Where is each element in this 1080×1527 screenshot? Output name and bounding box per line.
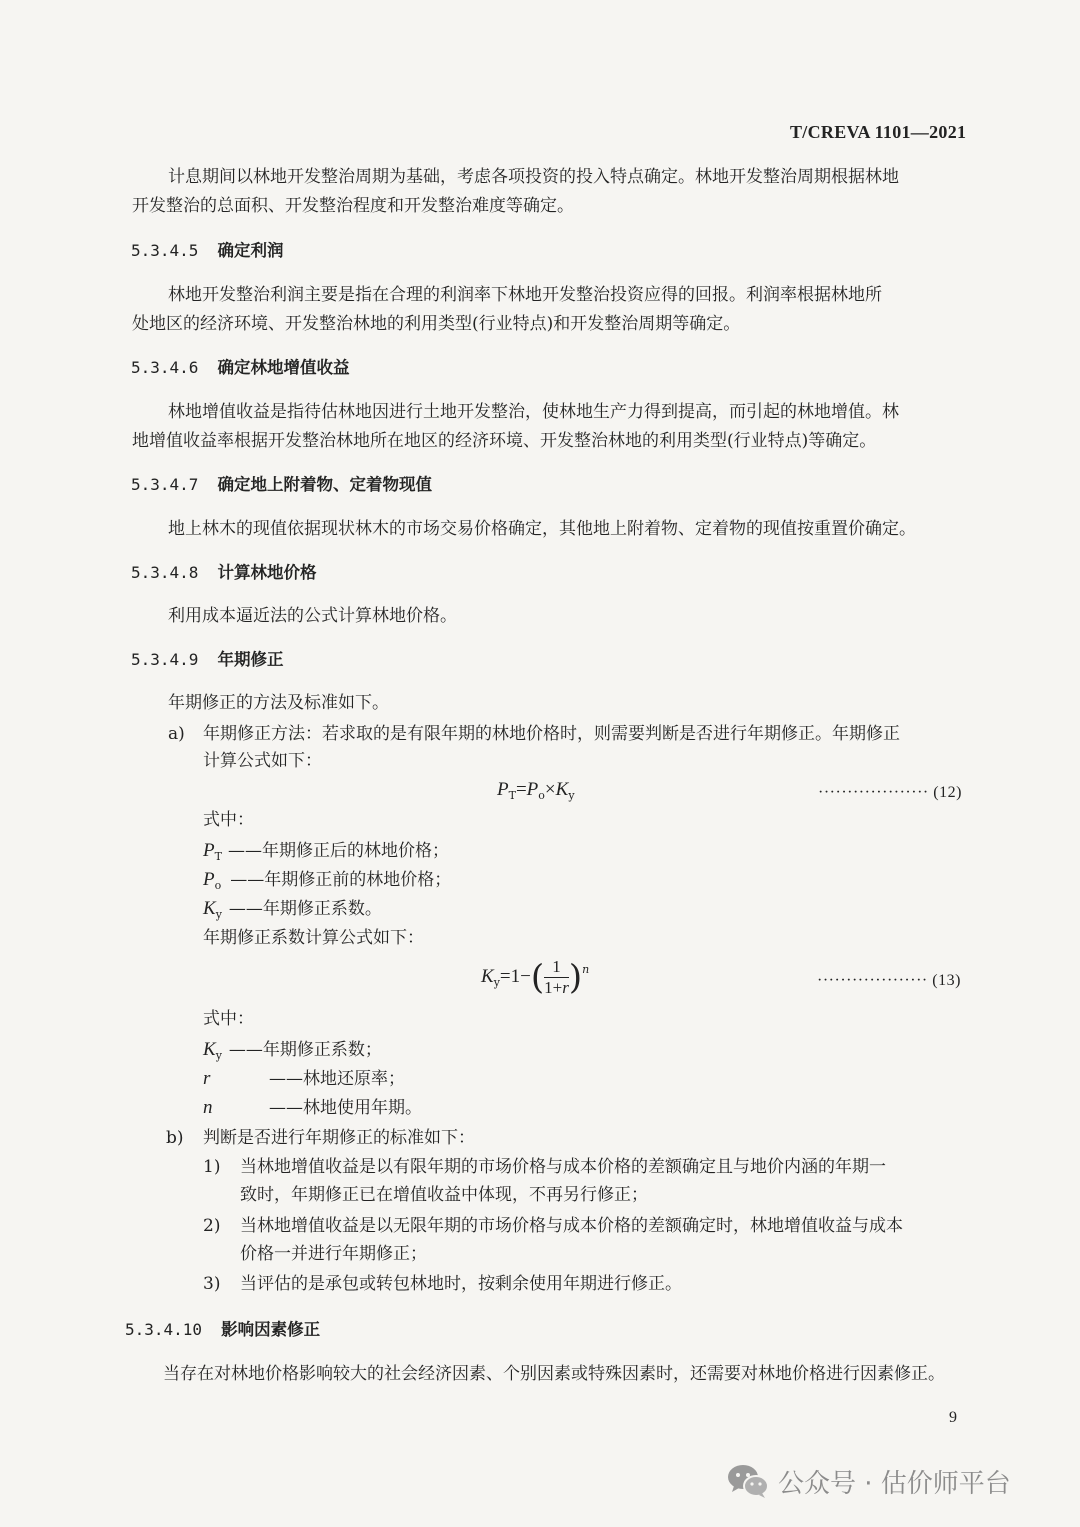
list-marker: 1) xyxy=(203,1157,221,1177)
list-item-line: 致时，年期修正已在增值收益中体现，不再另行修正； xyxy=(240,1185,648,1205)
definition-row: n ——林地使用年期。 xyxy=(203,1097,422,1118)
section-number: 5.3.4.7 xyxy=(131,475,199,494)
definition-row: $K_y$ ——年期修正系数； xyxy=(203,1039,382,1062)
paragraph-line: 利用成本逼近法的公式计算林地价格。 xyxy=(168,606,457,626)
section-heading xyxy=(131,237,284,261)
section-heading xyxy=(131,471,432,495)
section-number: 5.3.4.10 xyxy=(125,1320,203,1339)
section-title: 影响因素修正 xyxy=(221,1320,321,1339)
watermark xyxy=(726,1462,1011,1500)
paragraph-line: 地上林木的现值依据现状林木的市场交易价格确定，其他地上附着物、定着物的现值按重置价确定。 xyxy=(168,519,916,539)
where-label: 式中： xyxy=(203,810,254,830)
list-marker: a) xyxy=(168,724,185,744)
section-title: 确定利润 xyxy=(217,241,284,260)
section-number: 5.3.4.5 xyxy=(131,241,199,260)
list-marker: b) xyxy=(166,1128,184,1148)
paragraph-line: 年期修正系数计算公式如下： xyxy=(203,928,424,948)
paragraph-line: 当存在对林地价格影响较大的社会经济因素、个别因素或特殊因素时，还需要对林地价格进行因素修正。 xyxy=(163,1364,945,1384)
section-heading xyxy=(131,559,317,583)
paragraph-line: 年期修正的方法及标准如下。 xyxy=(168,693,389,713)
list-item-line: 当林地增值收益是以无限年期的市场价格与成本价格的差额确定时，林地增值收益与成本 xyxy=(240,1216,903,1236)
definition-row: r ——林地还原率； xyxy=(203,1068,405,1089)
section-title: 年期修正 xyxy=(217,650,284,669)
formula-12: $P_T=P_o\times K_y$ xyxy=(497,779,575,802)
paragraph-line: 计息期间以林地开发整治周期为基础，考虑各项投资的投入特点确定。林地开发整治周期根据林地 xyxy=(168,167,899,187)
paragraph-line: 林地开发整治利润主要是指在合理的利润率下林地开发整治投资应得的回报。利润率根据林地所 xyxy=(168,285,882,305)
wechat-icon xyxy=(726,1462,770,1500)
list-item-line: 价格一并进行年期修正； xyxy=(240,1244,427,1264)
list-item-line: 判断是否进行年期修正的标准如下： xyxy=(203,1128,475,1148)
list-marker: 2) xyxy=(203,1216,221,1236)
definition-row: $P_T$ ——年期修正后的林地价格； xyxy=(203,840,449,863)
watermark-text: 公众号 · 估价师平台 xyxy=(778,1468,1011,1499)
list-item-line: 当评估的是承包或转包林地时，按剩余使用年期进行修正。 xyxy=(240,1274,682,1294)
paragraph-line: 处地区的经济环境、开发整治林地的利用类型(行业特点)和开发整治周期等确定。 xyxy=(132,314,741,334)
paragraph-line: 林地增值收益是指待估林地因进行土地开发整治，使林地生产力得到提高，而引起的林地增值。林 xyxy=(168,402,899,422)
definition-row: $K_y$ ——年期修正系数。 xyxy=(203,898,382,921)
section-title: 确定林地增值收益 xyxy=(217,358,350,377)
list-item-line: 计算公式如下： xyxy=(203,751,322,771)
equation-number: ··················· (13) xyxy=(817,972,961,989)
list-item-line: 当林地增值收益是以有限年期的市场价格与成本价格的差额确定且与地价内涵的年期一 xyxy=(240,1157,886,1177)
paragraph-line: 开发整治的总面积、开发整治程度和开发整治难度等确定。 xyxy=(132,196,574,216)
section-heading xyxy=(131,646,284,670)
definition-row: $P_o$ ——年期修正前的林地价格； xyxy=(203,869,452,892)
fraction: $\frac{1}{1+r}$ xyxy=(544,957,569,997)
list-item-line: 年期修正方法：若求取的是有限年期的林地价格时，则需要判断是否进行年期修正。年期修正 xyxy=(203,724,900,744)
section-number: 5.3.4.6 xyxy=(131,358,199,377)
page-number: 9 xyxy=(949,1409,957,1426)
section-title: 确定地上附着物、定着物现值 xyxy=(217,475,433,494)
equation-number: ··················· (12) xyxy=(818,784,962,801)
section-heading xyxy=(125,1316,320,1340)
section-number: 5.3.4.9 xyxy=(131,650,199,669)
list-marker: 3) xyxy=(203,1274,221,1294)
formula-13: $K_y=1-$( $\frac{1}{1+r}$ )$^n$ xyxy=(481,957,590,998)
section-number: 5.3.4.8 xyxy=(131,563,199,582)
paragraph-line: 地增值收益率根据开发整治林地所在地区的经济环境、开发整治林地的利用类型(行业特点)等确定。 xyxy=(132,431,877,451)
where-label: 式中： xyxy=(203,1009,254,1029)
section-title: 计算林地价格 xyxy=(217,563,317,582)
standard-code: T/CREVA 1101—2021 xyxy=(790,122,967,142)
section-heading xyxy=(131,354,350,378)
